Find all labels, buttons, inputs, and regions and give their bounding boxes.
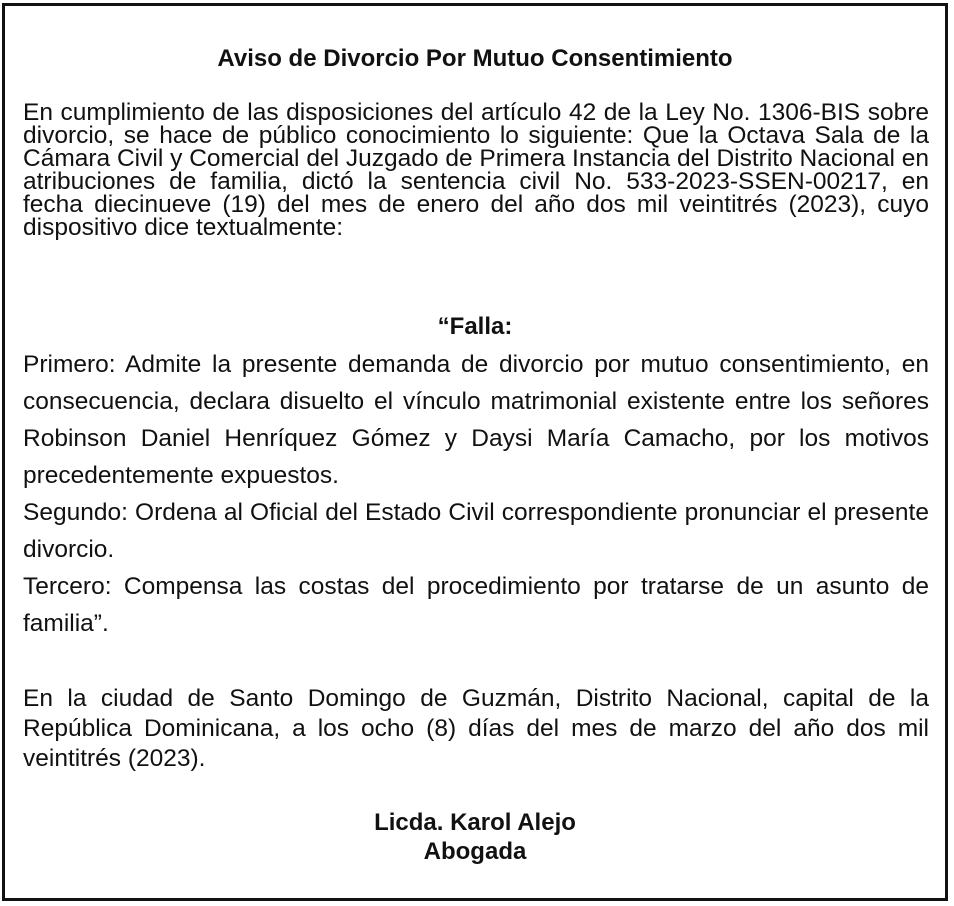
signer-role: Abogada [423, 838, 527, 865]
signer-name: Licda. Karol Alejo [374, 809, 576, 836]
closing-paragraph: En la ciudad de Santo Domingo de Guzmán, Distrito Nacional, capital de la República Dominicana, a los ocho (8) días del mes de marzo del año dos mil veintitrés (2023). [23, 685, 929, 772]
notice-intro-paragraph: En cumplimiento de las disposiciones del artículo 42 de la Ley No. 1306-BIS sobre divorcio, se hace de público conocimiento lo siguiente: Que la Octava Sala de la Cámara Civil y Comercial del Juzgado de Primera Instancia del Distrito Nacional en atribuciones de familia, dictó la sentencia civil No. 533-2023-SSEN-00217, en fecha diecinueve (19) del mes de enero del año dos mil veintitrés (2023), cuyo dispositivo dice textualmente: [23, 99, 929, 241]
resolution-tercero: Tercero: Compensa las costas del procedimiento por tratarse de un asunto de familia”. [23, 573, 929, 637]
falla-heading: “Falla: [437, 313, 513, 340]
signature-block [5, 808, 945, 866]
resolution-list [23, 346, 929, 642]
legal-notice [2, 3, 948, 901]
resolution-primero: Primero: Admite la presente demanda de divorcio por mutuo consentimiento, en consecuencia, declara disuelto el vínculo matrimonial existente entre los señores Robinson Daniel Henríquez Gómez y Daysi María Camacho, por los motivos precedentemente expuestos. [23, 351, 929, 489]
resolution-segundo: Segundo: Ordena al Oficial del Estado Civil correspondiente pronunciar el presente divorcio. [23, 499, 929, 563]
notice-title: Aviso de Divorcio Por Mutuo Consentimiento [217, 45, 733, 72]
